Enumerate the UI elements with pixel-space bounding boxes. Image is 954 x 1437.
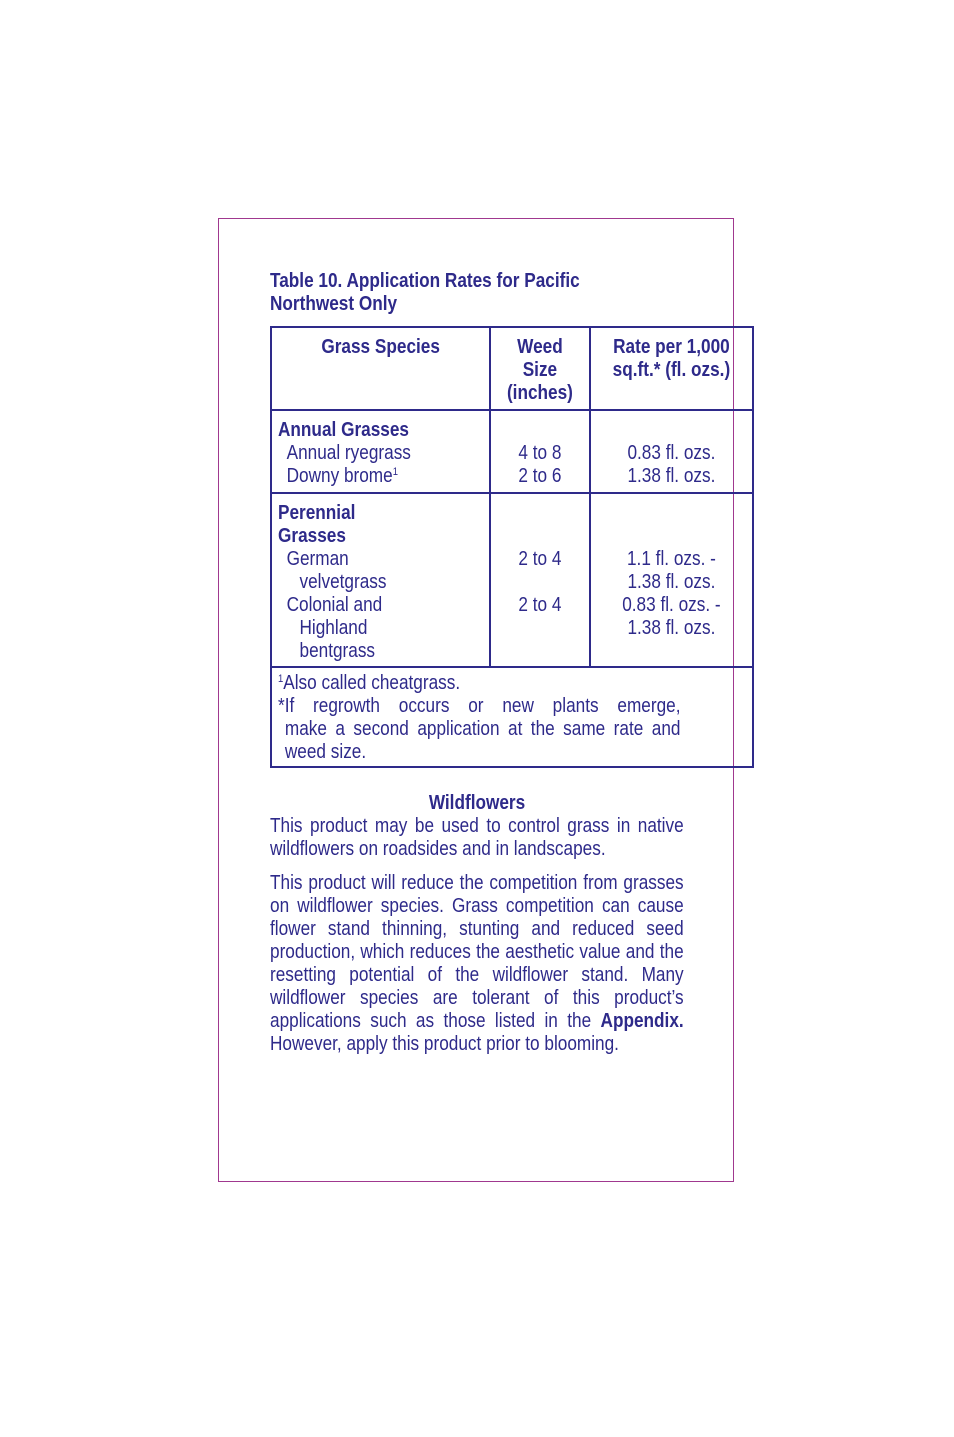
table-title [270, 270, 683, 316]
table-row-perennial [271, 493, 753, 667]
table-footnote-row [271, 667, 753, 767]
appendix-reference: Appendix. [600, 1010, 684, 1032]
wildflowers-paragraph-2: This product will reduce the competition from grasses on wildflower species. Grass competition can cause flower stand thinning, stunting and reduced seed production, which reduces the aesthetic value and the resetting potential of the wildflower stand. Many wildflower species are tolerant of this product’s applications such as those listed in the Appendix. However, apply this product prior to blooming. [270, 872, 684, 1055]
table-header-row [271, 327, 753, 410]
header-weed-size: Weed Size (inches) [490, 327, 590, 410]
group-annual: Annual Grasses [278, 419, 409, 441]
header-grass-species: Grass Species [271, 327, 490, 410]
table-footnotes [271, 667, 753, 767]
table-row-annual [271, 410, 753, 493]
table-title-line1: Table 10. Application Rates for Pacific [270, 270, 580, 292]
wildflowers-heading: Wildflowers [428, 792, 526, 814]
annual-species-cell [271, 410, 490, 493]
table-title-line2: Northwest Only [270, 293, 398, 315]
species-annual-ryegrass: Annual ryegrass [286, 442, 411, 464]
application-rates-table [270, 326, 754, 768]
wildflowers-paragraph-1: This product may be used to control grass in native wildflowers on roadsides and in landscapes. [270, 815, 684, 860]
perennial-rate-cell: 1.1 fl. ozs. - 1.38 fl. ozs. 0.83 fl. ozs. - 1.38 fl. ozs. [590, 493, 753, 667]
label-content [270, 270, 731, 1056]
header-rate: Rate per 1,000 sq.ft.* (fl. ozs.) [590, 327, 753, 410]
annual-rate-cell: 0.83 fl. ozs. 1.38 fl. ozs. [590, 410, 753, 493]
species-downy-brome: Downy brome$^1$ [286, 465, 398, 487]
annual-size-cell: 4 to 8 2 to 6 [490, 410, 590, 493]
perennial-species-cell: Perennial Grasses German velvetgrass Colonial and Highland bentgrass [271, 493, 490, 667]
footnote-1: $^1$Also called cheatgrass. [278, 672, 461, 694]
footnote-asterisk: *If regrowth occurs or new plants emerge, make a second application at the same rate and weed size. [278, 695, 681, 763]
perennial-size-cell: 2 to 4 2 to 4 [490, 493, 590, 667]
